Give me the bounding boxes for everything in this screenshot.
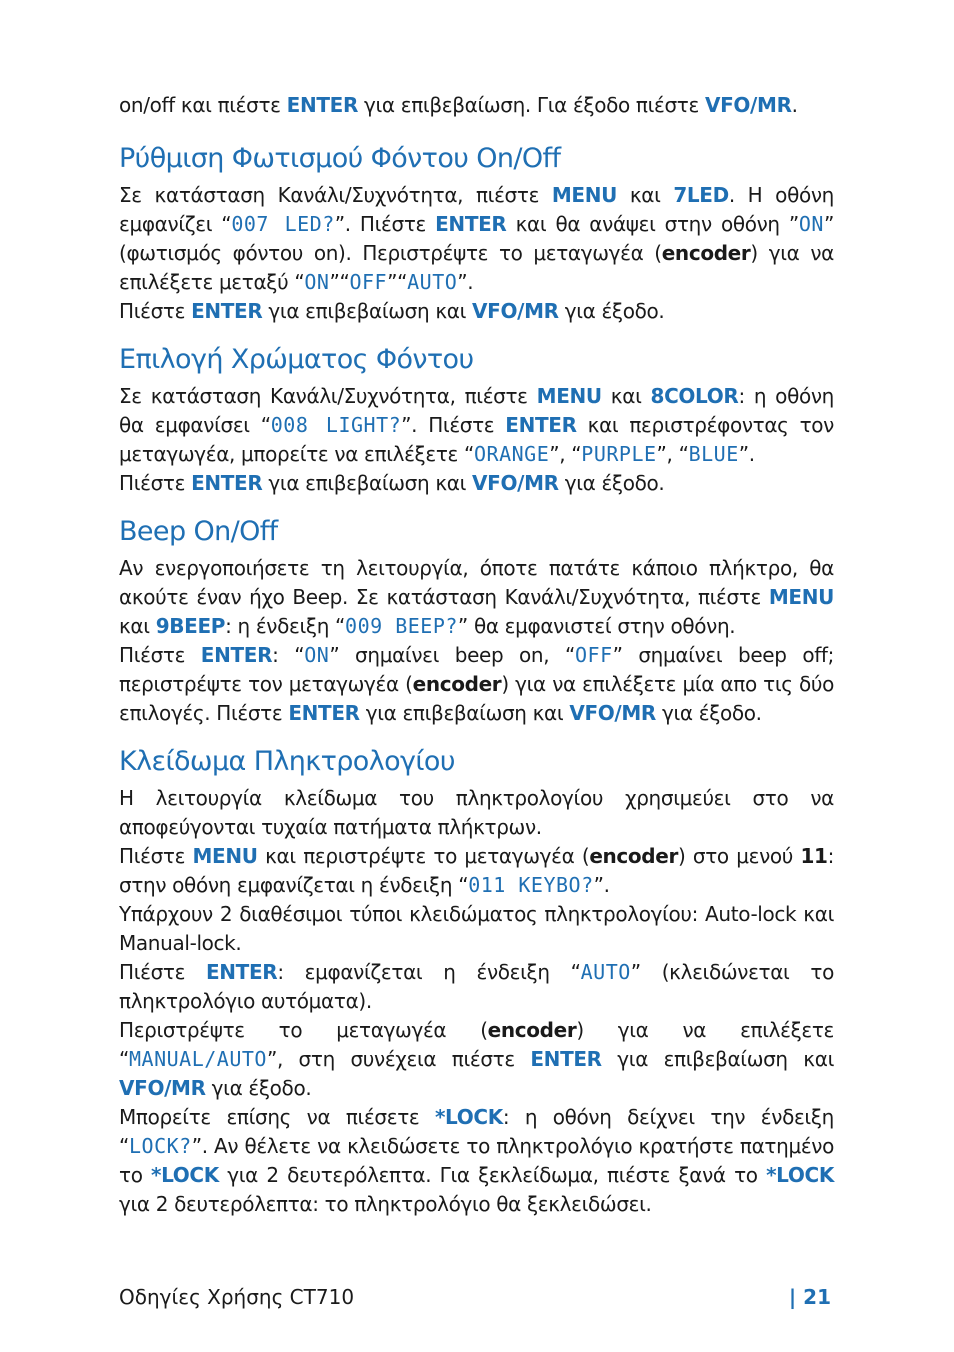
text-run: : η οθόνη θα εμφανίσει “ (119, 384, 834, 437)
heading-backlight-on-off: Ρύθμιση Φωτισμού Φόντου On/Off (119, 143, 561, 174)
lcd-text: 007 LED? (231, 212, 335, 236)
text-run: για έξοδο. (205, 1076, 312, 1100)
key-enter: ENTER (288, 701, 360, 725)
text-run: ”, “ (549, 442, 582, 466)
paragraph-color-2 (119, 469, 834, 498)
lcd-text: ON (304, 270, 330, 294)
paragraph-color-1 (119, 382, 834, 469)
key-enter: ENTER (205, 960, 278, 984)
text-run: Πιέστε (119, 844, 193, 868)
term-encoder: encoder (487, 1018, 577, 1042)
text-run: για έξοδο. (558, 299, 665, 323)
text-run: ”. (593, 873, 610, 897)
text-run: για επιβεβαίωση και (601, 1047, 835, 1071)
paragraph-beep-2 (119, 641, 834, 728)
heading-background-color: Επιλογή Χρώματος Φόντου (119, 344, 474, 375)
key-lock: *LOCK (150, 1163, 219, 1187)
key-enter: ENTER (530, 1047, 602, 1071)
paragraph-lock-1: Η λειτουργία κλείδωμα του πληκτρολογίου χρησιμεύει στο να αποφεύγονται τυχαία πατήματα πλήκτρων. (119, 786, 834, 839)
paragraph-lock-2 (119, 842, 834, 900)
text-run: . Η οθόνη εμφανίζει “ (119, 183, 834, 236)
text-run: για έξοδο. (655, 701, 762, 725)
lcd-text: AUTO (580, 960, 631, 984)
text-run: ”. (738, 442, 755, 466)
paragraph-backlight-1 (119, 181, 834, 297)
text-run: για επιβεβαίωση. Για έξοδο πιέστε (358, 93, 705, 117)
term-encoder: encoder (589, 844, 679, 868)
text-run: και θα ανάψει στην οθόνη ” (506, 212, 799, 236)
text-run: για επιβεβαίωση και (262, 471, 473, 495)
paragraph-lock-5 (119, 1016, 834, 1103)
text-run: : η οθόνη δείχνει την ένδειξη “ (119, 1105, 834, 1158)
heading-keypad-lock: Κλείδωμα Πληκτρολογίου (119, 746, 455, 777)
text-run: και (617, 183, 674, 207)
text-run: Μπορείτε επίσης να πιέσετε (119, 1105, 435, 1129)
text-run: ”. (457, 270, 474, 294)
text-run: Πιέστε (119, 299, 192, 323)
text-run: ” σημαίνει beep on, “ (329, 643, 575, 667)
text-run: : στην οθόνη εμφανίζεται η ένδειξη “ (119, 844, 834, 897)
lcd-text: LOCK? (129, 1134, 192, 1158)
key-lock: *LOCK (434, 1105, 503, 1129)
key-8color: 8COLOR (650, 384, 739, 408)
key-9beep: 9BEEP (155, 614, 226, 638)
paragraph-intro (119, 91, 834, 120)
key-enter: ENTER (191, 471, 263, 495)
text-run: Πιέστε (119, 643, 201, 667)
key-vfo-mr: VFO/MR (119, 1076, 206, 1100)
footer-manual-title: Οδηγίες Χρήσης CT710 (119, 1285, 355, 1309)
term-encoder: encoder (661, 241, 751, 265)
text-run: ) στο μενού (678, 844, 801, 868)
key-vfo-mr: VFO/MR (704, 93, 792, 117)
text-run: ”“ (387, 270, 408, 294)
lcd-text: ON (304, 643, 330, 667)
text-run: ”“ (329, 270, 350, 294)
lcd-text: OFF (574, 643, 613, 667)
term-encoder: encoder (412, 672, 502, 696)
text-run: για 2 δευτερόλεπτα. Για ξεκλείδωμα, πιέστε ξανά το (218, 1163, 767, 1187)
lcd-text: ORANGE (474, 442, 550, 466)
text-run: ” θα εμφανιστεί στην οθόνη. (457, 614, 736, 638)
text-run: Πιέστε (119, 471, 192, 495)
heading-beep-on-off: Beep On/Off (119, 516, 278, 547)
key-enter: ENTER (435, 212, 507, 236)
menu-number: 11 (800, 844, 828, 868)
text-run: για έξοδο. (558, 471, 665, 495)
text-run: και περιστρέψτε το μεταγωγέα ( (257, 844, 590, 868)
text-run: ) για να επιλέξετε μία απο τις δύο επιλογές. Πιέστε (119, 672, 834, 725)
text-run: . (791, 93, 798, 117)
lcd-text: 008 LIGHT? (270, 413, 402, 437)
footer-page-number: | 21 (788, 1285, 831, 1309)
lcd-text: PURPLE (581, 442, 657, 466)
paragraph-lock-4 (119, 958, 834, 1016)
key-vfo-mr: VFO/MR (472, 299, 559, 323)
text-run: και (601, 384, 651, 408)
key-menu: MENU (192, 844, 258, 868)
paragraph-lock-3: Υπάρχουν 2 διαθέσιμοι τύποι κλειδώματος πληκτρολογίου: Auto-lock και Manual-lock. (119, 902, 834, 955)
text-run: ”, στη συνέχεια πιέστε (266, 1047, 531, 1071)
text-run: για επιβεβαίωση και (359, 701, 570, 725)
key-menu: MENU (768, 585, 834, 609)
text-run: Σε κατάσταση Κανάλι/Συχνότητα, πιέστε (119, 384, 537, 408)
paragraph-beep-1 (119, 554, 834, 641)
key-enter: ENTER (505, 413, 577, 437)
text-run: και περιστρέφοντας τον μεταγωγέα, μπορείτε να επιλέξετε “ (119, 413, 834, 466)
lcd-text: MANUAL/AUTO (129, 1047, 267, 1071)
text-run: Σε κατάσταση Κανάλι/Συχνότητα, πιέστε (119, 183, 552, 207)
text-run: για 2 δευτερόλεπτα: το πληκτρολόγιο θα ξεκλειδώσει. (119, 1192, 652, 1216)
paragraph-backlight-2 (119, 297, 834, 326)
lcd-text: 011 KEYBO? (468, 873, 594, 897)
text-run: : εμφανίζεται η ένδειξη “ (277, 960, 581, 984)
lcd-text: 009 BEEP? (345, 614, 458, 638)
key-menu: MENU (536, 384, 602, 408)
key-vfo-mr: VFO/MR (472, 471, 559, 495)
text-run: ”. Πιέστε (334, 212, 436, 236)
text-run: ”, “ (656, 442, 689, 466)
text-run: ” (κλειδώνεται το πληκτρολόγιο αυτόματα). (119, 960, 834, 1013)
manual-page-body (119, 88, 834, 1219)
text-run: Αν ενεργοποιήσετε τη λειτουργία, όποτε πατάτε κάποιο πλήκτρο, θα ακούτε έναν ήχο Beep. Σε κατάσταση Κανάλι/Συχνότητα, πιέστε (119, 556, 834, 609)
paragraph-lock-6 (119, 1103, 834, 1219)
key-lock: *LOCK (766, 1163, 834, 1187)
text-run: ”. Αν θέλετε να κλειδώσετε το πληκτρολόγιο κρατήστε πατημένο το (119, 1134, 834, 1187)
text-run: ” σημαίνει beep off; περιστρέψτε τον μεταγωγέα ( (119, 643, 834, 696)
key-menu: MENU (551, 183, 618, 207)
key-enter: ENTER (191, 299, 263, 323)
key-enter: ENTER (286, 93, 358, 117)
text-run: : “ (272, 643, 305, 667)
lcd-text: AUTO (407, 270, 458, 294)
text-run: : η ένδειξη “ (225, 614, 346, 638)
text-run: Περιστρέψτε το μεταγωγέα ( (119, 1018, 488, 1042)
lcd-text: ON (798, 212, 824, 236)
text-run: ”. Πιέστε (401, 413, 506, 437)
text-run: on/off και πιέστε (119, 93, 287, 117)
text-run: και (119, 614, 156, 638)
key-vfo-mr: VFO/MR (569, 701, 656, 725)
key-7led: 7LED (673, 183, 729, 207)
text-run: ) για να επιλέξετε “ (119, 1018, 834, 1071)
key-enter: ENTER (200, 643, 273, 667)
text-run: ) για να επιλέξετε μεταξύ “ (119, 241, 834, 294)
lcd-text: BLUE (688, 442, 739, 466)
text-run: για επιβεβαίωση και (262, 299, 473, 323)
text-run: ” (φωτισμός φόντου on). Περιστρέψτε το μεταγωγέα ( (119, 212, 834, 265)
text-run: Πιέστε (119, 960, 206, 984)
lcd-text: OFF (349, 270, 388, 294)
